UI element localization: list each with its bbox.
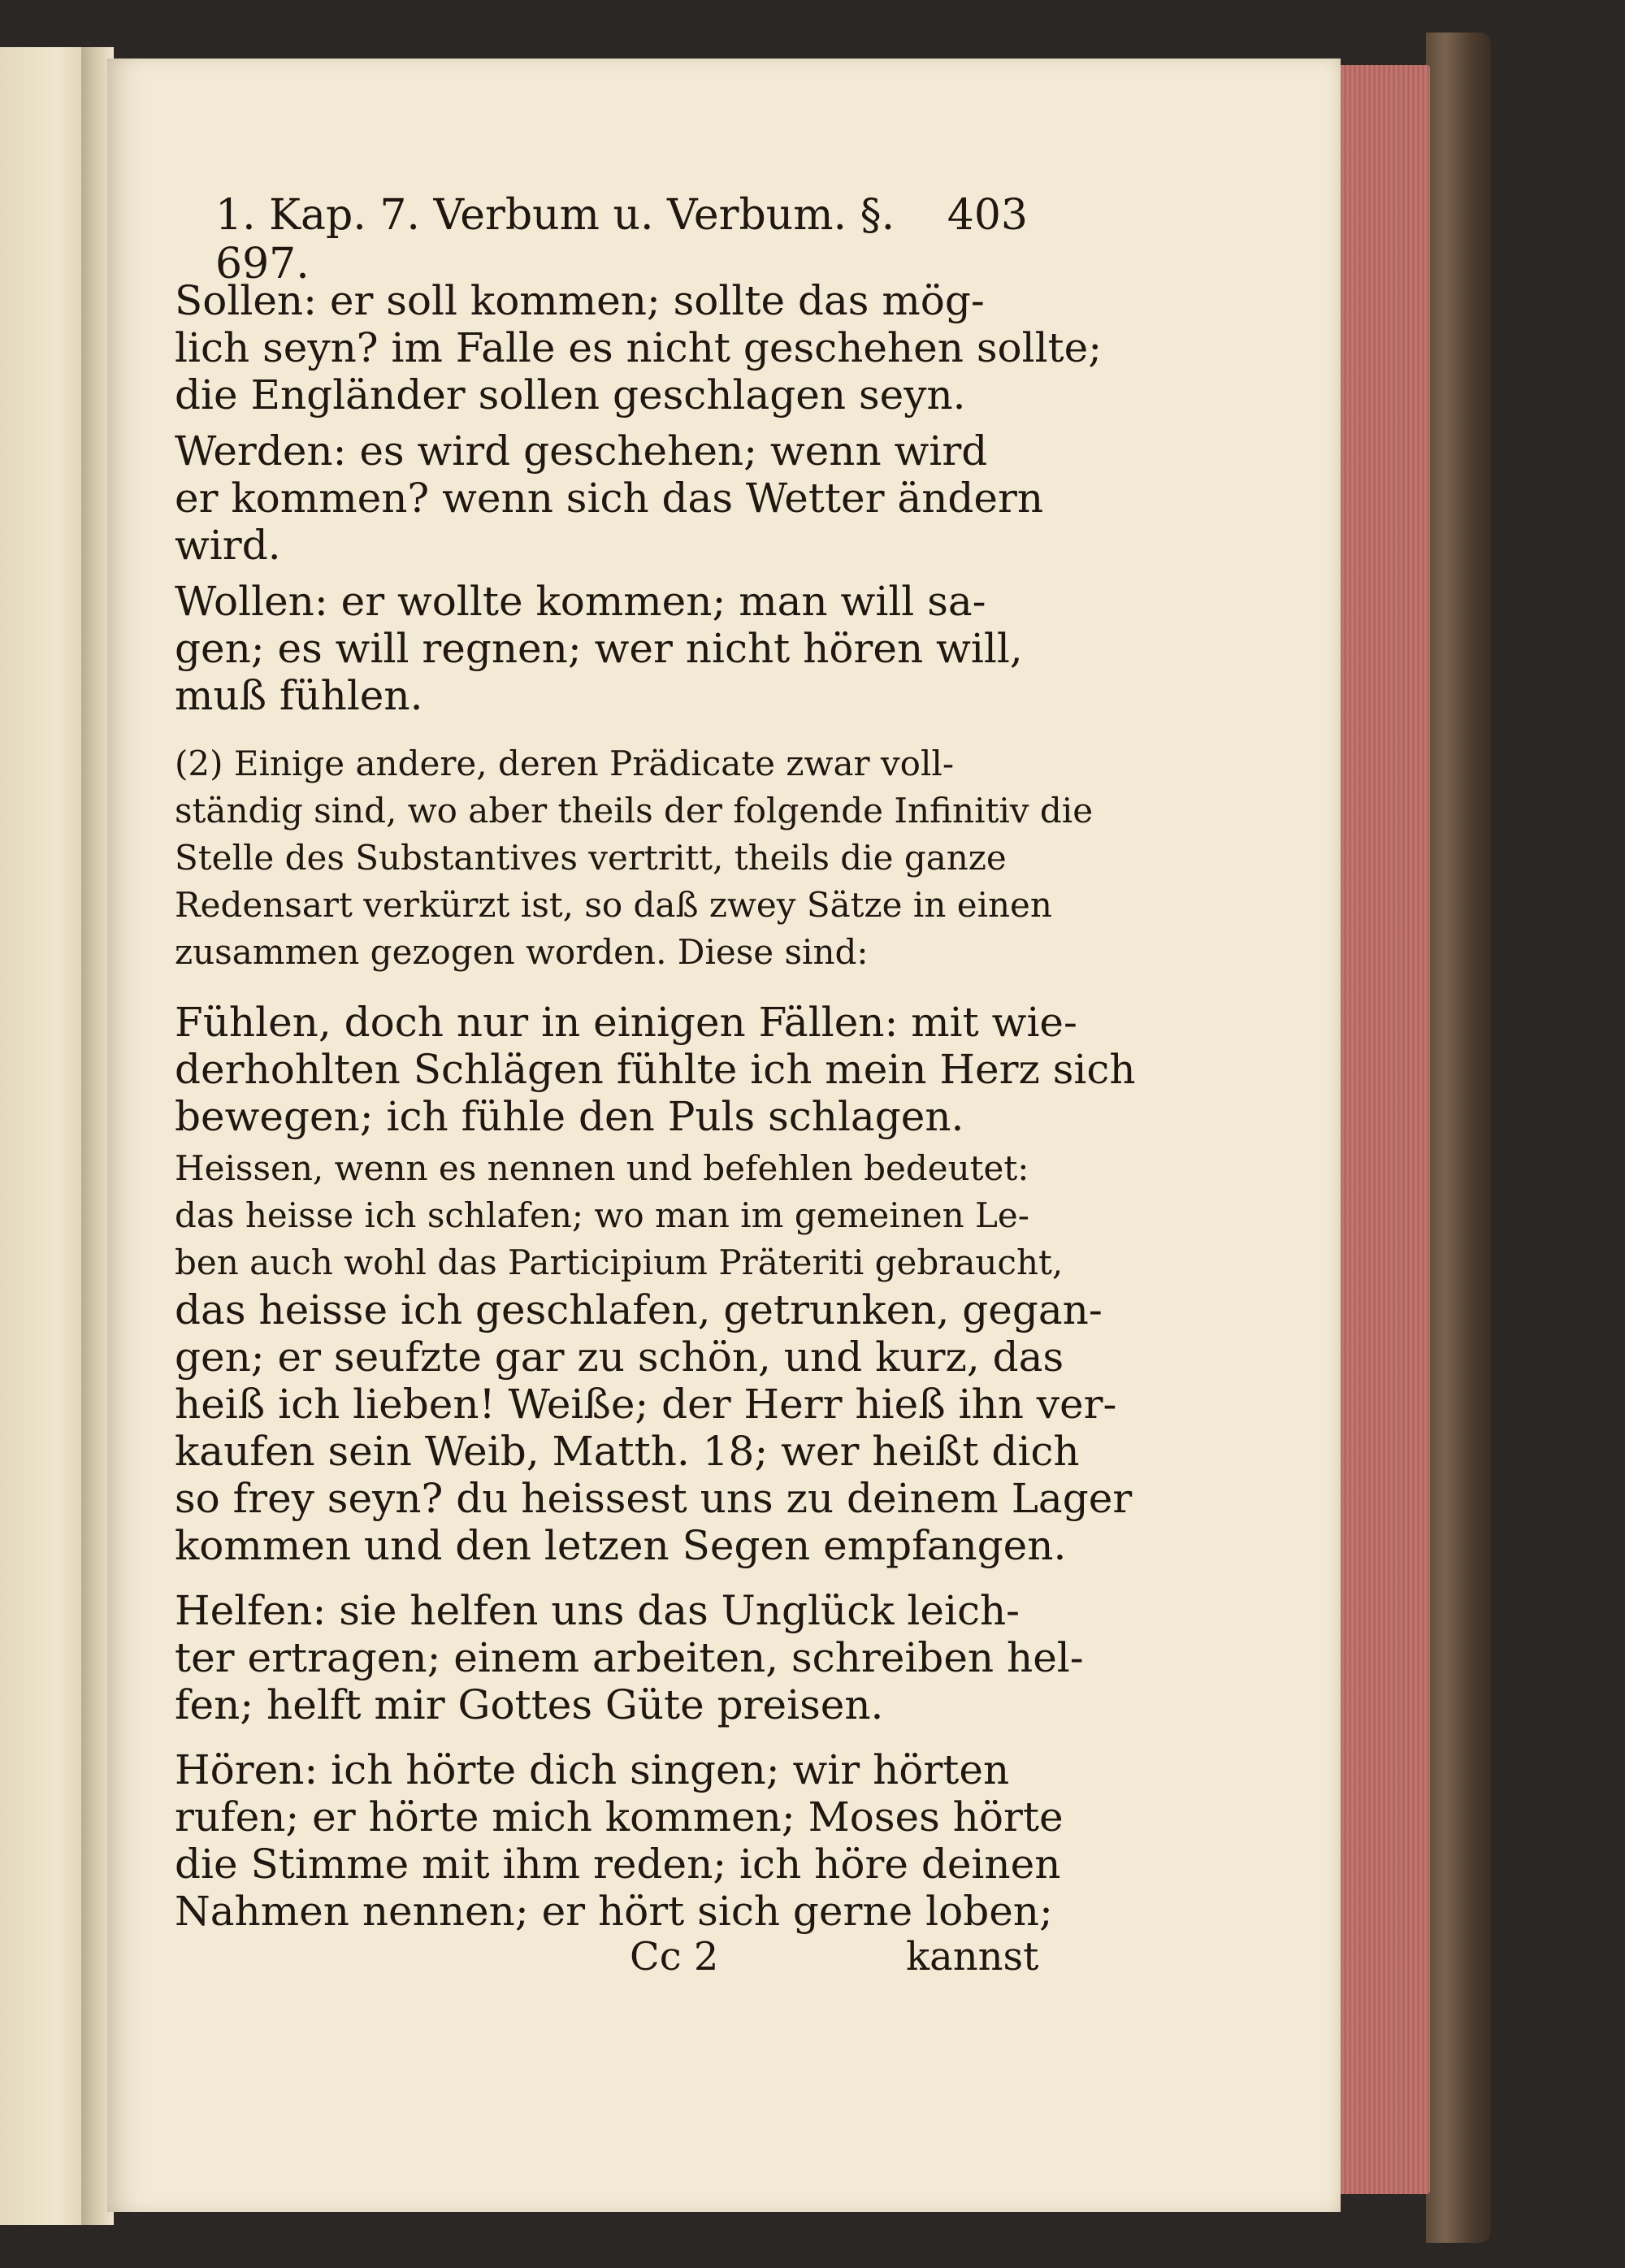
running-title: 1. Kap. 7. Verbum u. Verbum. §. 697. bbox=[215, 191, 895, 288]
text-line: derhohlten Schlägen fühlte ich mein Herz sich bbox=[175, 1046, 1136, 1093]
text-line: fen; helft mir Gottes Güte preisen. bbox=[175, 1681, 884, 1728]
text-line: gen; er seufzte gar zu schön, und kurz, das bbox=[175, 1333, 1064, 1381]
text-line: rufen; er hörte mich kommen; Moses hörte bbox=[175, 1793, 1064, 1841]
text-line: Stelle des Substantives vertritt, theils die ganze bbox=[175, 838, 1007, 878]
signature-mark: Cc 2 bbox=[630, 1934, 719, 1980]
text-line: heiß ich lieben! Weiße; der Herr hieß ihn ver- bbox=[175, 1381, 1117, 1428]
text-line: Nahmen nennen; er hört sich gerne loben; bbox=[175, 1888, 1053, 1935]
book-cover-edge bbox=[1426, 33, 1491, 2243]
text-line: (2) Einige andere, deren Prädicate zwar voll- bbox=[175, 744, 955, 783]
text-line: das heisse ich geschlafen, getrunken, gegan- bbox=[175, 1286, 1103, 1333]
text-line: lich seyn? im Falle es nicht geschehen sollte; bbox=[175, 324, 1103, 371]
catchword: kannst bbox=[906, 1934, 1039, 1980]
text-line: so frey seyn? du heissest uns zu deinem Lager bbox=[175, 1475, 1133, 1522]
text-line: kaufen sein Weib, Matth. 18; wer heißt dich bbox=[175, 1428, 1080, 1475]
text-line: die Stimme mit ihm reden; ich höre deinen bbox=[175, 1841, 1061, 1888]
text-line: kommen und den letzen Segen empfangen. bbox=[175, 1522, 1067, 1569]
text-line: das heisse ich schlafen; wo man im gemeinen Le- bbox=[175, 1195, 1029, 1235]
text-line: Redensart verkürzt ist, so daß zwey Sätze in einen bbox=[175, 885, 1052, 925]
text-line: er kommen? wenn sich das Wetter ändern bbox=[175, 475, 1044, 522]
text-line: die Engländer sollen geschlagen seyn. bbox=[175, 371, 966, 418]
running-header bbox=[215, 191, 1028, 288]
text-line: Hören: ich hörte dich singen; wir hörten bbox=[175, 1746, 1010, 1793]
text-line: ter ertragen; einem arbeiten, schreiben hel- bbox=[175, 1634, 1084, 1681]
text-line: Helfen: sie helfen uns das Unglück leich- bbox=[175, 1587, 1020, 1634]
text-line: wird. bbox=[175, 522, 281, 569]
text-line: Sollen: er soll kommen; sollte das mög- bbox=[175, 277, 985, 324]
text-line: Heissen, wenn es nennen und befehlen bedeutet: bbox=[175, 1148, 1029, 1188]
text-line: ben auch wohl das Participium Präteriti gebraucht, bbox=[175, 1242, 1064, 1282]
page-number: 403 bbox=[947, 191, 1028, 240]
text-line: ständig sind, wo aber theils der folgende Infinitiv die bbox=[175, 791, 1094, 830]
page-fore-edge bbox=[1341, 65, 1430, 2194]
text-line: Wollen: er wollte kommen; man will sa- bbox=[175, 578, 986, 625]
text-line: gen; es will regnen; wer nicht hören will, bbox=[175, 625, 1023, 672]
text-line: Werden: es wird geschehen; wenn wird bbox=[175, 427, 988, 475]
text-line: Fühlen, doch nur in einigen Fällen: mit wie- bbox=[175, 999, 1077, 1046]
text-line: zusammen gezogen worden. Diese sind: bbox=[175, 932, 869, 972]
text-line: muß fühlen. bbox=[175, 672, 423, 719]
text-line: bewegen; ich fühle den Puls schlagen. bbox=[175, 1093, 964, 1140]
